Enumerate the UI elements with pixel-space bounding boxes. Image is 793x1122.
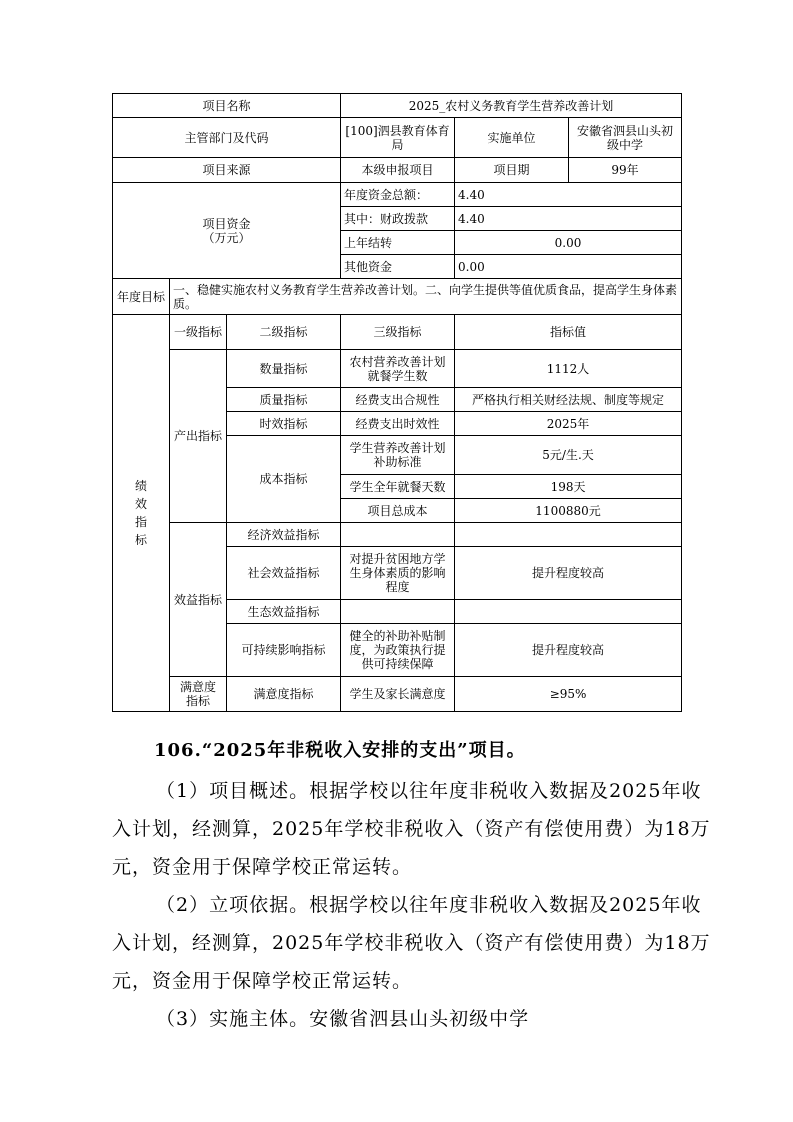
table-row [113,94,682,118]
paragraph-overview [112,772,712,886]
period-label: 项目期 [455,158,569,183]
satisfaction-l3: 学生及家长满意度 [341,677,455,712]
sustain-value: 提升程度较高 [455,624,682,677]
perf-text: 绩效指标 [134,479,147,547]
project-name-value: 2025_农村义务教育学生营养改善计划 [341,94,682,118]
fund-carryover-value: 0.00 [455,231,682,255]
table-row [113,677,682,712]
satisfaction-level1 [170,677,227,712]
overview-text: （1）项目概述。根据学校以往年度非税收入数据及2025年收入计划，经测算，2025年学校非税收入（资产有偿使用费）为18万元，资金用于保障学校正常运转。 [112,780,711,878]
cost-days-value: 198天 [455,475,682,499]
performance-indicators-label [113,315,170,712]
table-row [113,350,682,388]
col-header-level2: 二级指标 [227,315,341,350]
fund-carryover-label: 上年结转 [341,231,455,255]
economic-value [455,523,682,547]
col-header-value: 指标值 [455,315,682,350]
fund-label: 项目资金 （万元） [113,183,341,279]
table-row [113,315,682,350]
quantity-value: 1112人 [455,350,682,388]
table-row [113,118,682,158]
paragraph-basis [112,886,712,1000]
cost-total-value: 1100880元 [455,499,682,523]
cost-days-l3: 学生全年就餐天数 [341,475,455,499]
project-name-label: 项目名称 [113,94,341,118]
goal-label: 年度目标 [113,279,170,315]
eco-value [455,600,682,624]
timeliness-indicator: 时效指标 [227,412,341,436]
table-row [113,158,682,183]
fund-total-label: 年度资金总额： [341,183,455,207]
benefit-text: 效益指标 [173,592,222,607]
dept-label: 主管部门及代码 [113,118,341,158]
section-heading: 106.“2025年非税收入安排的支出”项目。 [154,740,526,761]
economic-indicator: 经济效益指标 [227,523,341,547]
source-label: 项目来源 [113,158,341,183]
cost-total-l3: 项目总成本 [341,499,455,523]
cost-standard-value: 5元/生.天 [455,436,682,475]
benefit-indicator-label [170,523,227,677]
output-indicator-label [170,350,227,523]
quality-value: 严格执行相关财经法规、制度等规定 [455,388,682,412]
quality-l3: 经费支出合规性 [341,388,455,412]
project-performance-table [112,93,682,712]
table-row [113,183,682,207]
cost-indicator: 成本指标 [227,436,341,523]
fund-fiscal-value: 4.40 [455,207,682,231]
eco-indicator: 生态效益指标 [227,600,341,624]
sustain-l3: 健全的补助补贴制度，为政策执行提供可持续保障 [341,624,455,677]
basis-text: （2）立项依据。根据学校以往年度非税收入数据及2025年收入计划，经测算，2025年学校非税收入（资产有偿使用费）为18万元，资金用于保障学校正常运转。 [112,894,711,992]
timeliness-value: 2025年 [455,412,682,436]
social-indicator: 社会效益指标 [227,547,341,600]
implementer-text: （3）实施主体。安徽省泗县山头初级中学 [156,1008,530,1030]
impl-unit-label: 实施单位 [455,118,569,158]
fund-other-value: 0.00 [455,255,682,279]
col-header-level3: 三级指标 [341,315,455,350]
table-row [113,279,682,315]
paragraph-implementer [112,1000,712,1038]
satisfaction-value: ≥95% [455,677,682,712]
source-value: 本级申报项目 [341,158,455,183]
quality-indicator: 质量指标 [227,388,341,412]
quantity-indicator: 数量指标 [227,350,341,388]
cost-standard-l3: 学生营养改善计划补助标准 [341,436,455,475]
eco-l3 [341,600,455,624]
timeliness-l3: 经费支出时效性 [341,412,455,436]
table-row [113,523,682,547]
satisfaction-text: 满意度指标 [179,680,216,708]
dept-value: [100]泗县教育体育局 [341,118,455,158]
sustain-indicator: 可持续影响指标 [227,624,341,677]
output-text: 产出指标 [173,429,222,443]
economic-l3 [341,523,455,547]
fund-fiscal-label: 其中：财政拨款 [341,207,455,231]
period-value: 99年 [569,158,682,183]
social-value: 提升程度较高 [455,547,682,600]
social-l3: 对提升贫困地方学生身体素质的影响程度 [341,547,455,600]
impl-unit-value: 安徽省泗县山头初级中学 [569,118,682,158]
quantity-l3: 农村营养改善计划就餐学生数 [341,350,455,388]
fund-other-label: 其他资金 [341,255,455,279]
satisfaction-level2: 满意度指标 [227,677,341,712]
fund-total-value: 4.40 [455,183,682,207]
goal-value: 一、稳健实施农村义务教育学生营养改善计划。二、向学生提供等值优质食品，提高学生身体素质。 [170,279,682,315]
col-header-level1: 一级指标 [170,315,227,350]
